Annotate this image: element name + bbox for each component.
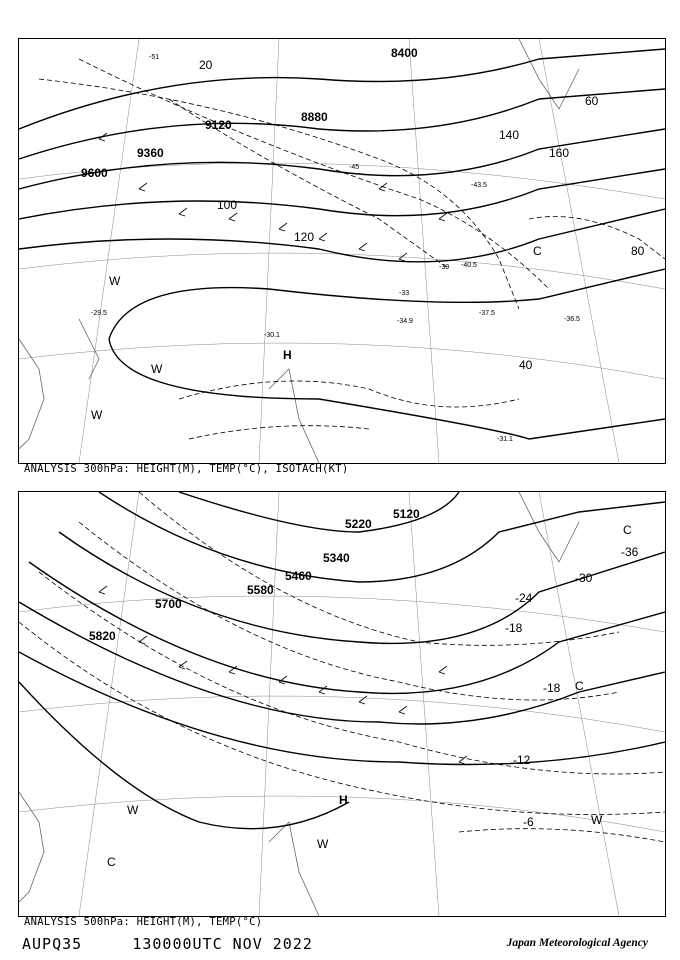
coastlines: [19, 492, 579, 916]
chart-code-and-time: AUPQ35 130000UTC NOV 2022: [22, 935, 313, 953]
height-label: 5120: [393, 507, 420, 521]
height-label: 8880: [301, 110, 328, 124]
warm-marker: W: [109, 274, 121, 288]
temperature-labels: [505, 545, 639, 829]
height-label: 8400: [391, 46, 418, 60]
high-marker: H: [283, 348, 292, 362]
cold-marker: C: [575, 679, 584, 693]
caption-500hpa: ANALYSIS 500hPa: HEIGHT(M), TEMP(°C): [24, 916, 263, 928]
isotach-label: 60: [585, 94, 599, 108]
temp-label: -6: [523, 815, 534, 829]
graticule: [19, 39, 665, 463]
high-marker: H: [339, 793, 348, 807]
cold-marker: C: [107, 855, 116, 869]
warm-marker: W: [317, 837, 329, 851]
isotach-label: 140: [499, 128, 520, 142]
temp-label: -36.5: [564, 316, 580, 323]
height-label: 9120: [205, 118, 232, 132]
temp-label: -31.1: [497, 436, 513, 443]
height-label: 5220: [345, 517, 372, 531]
temp-label: -43.5: [471, 182, 487, 189]
temp-label: -24: [515, 591, 533, 605]
temp-label: -30.1: [264, 332, 280, 339]
height-label: 9360: [137, 146, 164, 160]
cold-marker: C: [623, 523, 632, 537]
pressure-centers: [91, 244, 542, 422]
height-labels: [81, 46, 418, 180]
temp-label: -30: [575, 571, 593, 585]
temp-label: -33: [399, 290, 410, 297]
chart-500hpa-map: [19, 492, 665, 916]
height-label: 5340: [323, 551, 350, 565]
temp-label: -12: [513, 753, 531, 767]
warm-marker: W: [127, 803, 139, 817]
temp-label: -29.5: [91, 310, 107, 317]
chart-500hpa: [18, 491, 666, 917]
warm-marker: W: [151, 362, 163, 376]
warm-marker: W: [591, 813, 603, 827]
height-label: 9600: [81, 166, 108, 180]
isotach-label: 20: [199, 58, 213, 72]
height-label: 5820: [89, 629, 116, 643]
temp-label: -45: [349, 164, 360, 171]
height-label: 5580: [247, 583, 274, 597]
temp-label: -39: [439, 264, 450, 271]
temp-label: -51: [149, 54, 160, 61]
height-contours: [19, 492, 665, 829]
wind-barbs: [99, 586, 467, 764]
isotach-label: 100: [217, 198, 238, 212]
temp-label: -36: [621, 545, 639, 559]
isotach-label: 80: [631, 244, 645, 258]
temp-label: -37.5: [479, 310, 495, 317]
temp-label: -18: [505, 621, 523, 635]
chart-300hpa: [18, 38, 666, 464]
temperature-labels: [91, 54, 580, 443]
isotach-label: 160: [549, 146, 570, 160]
caption-300hpa: ANALYSIS 300hPa: HEIGHT(M), TEMP(°C), ISOTACH(KT): [24, 463, 349, 475]
isotach-label: 120: [294, 230, 315, 244]
height-labels: [89, 507, 420, 643]
temp-label: -34.9: [397, 318, 413, 325]
height-label: 5460: [285, 569, 312, 583]
cold-marker: C: [533, 244, 542, 258]
isotach-label: 40: [519, 358, 533, 372]
warm-marker: W: [91, 408, 103, 422]
agency-name: Japan Meteorological Agency: [506, 937, 648, 949]
height-contours: [19, 49, 665, 439]
chart-300hpa-map: [19, 39, 665, 463]
temp-label: -18: [543, 681, 561, 695]
height-label: 5700: [155, 597, 182, 611]
temp-label: -40.5: [461, 262, 477, 269]
isotachs: [39, 59, 665, 439]
